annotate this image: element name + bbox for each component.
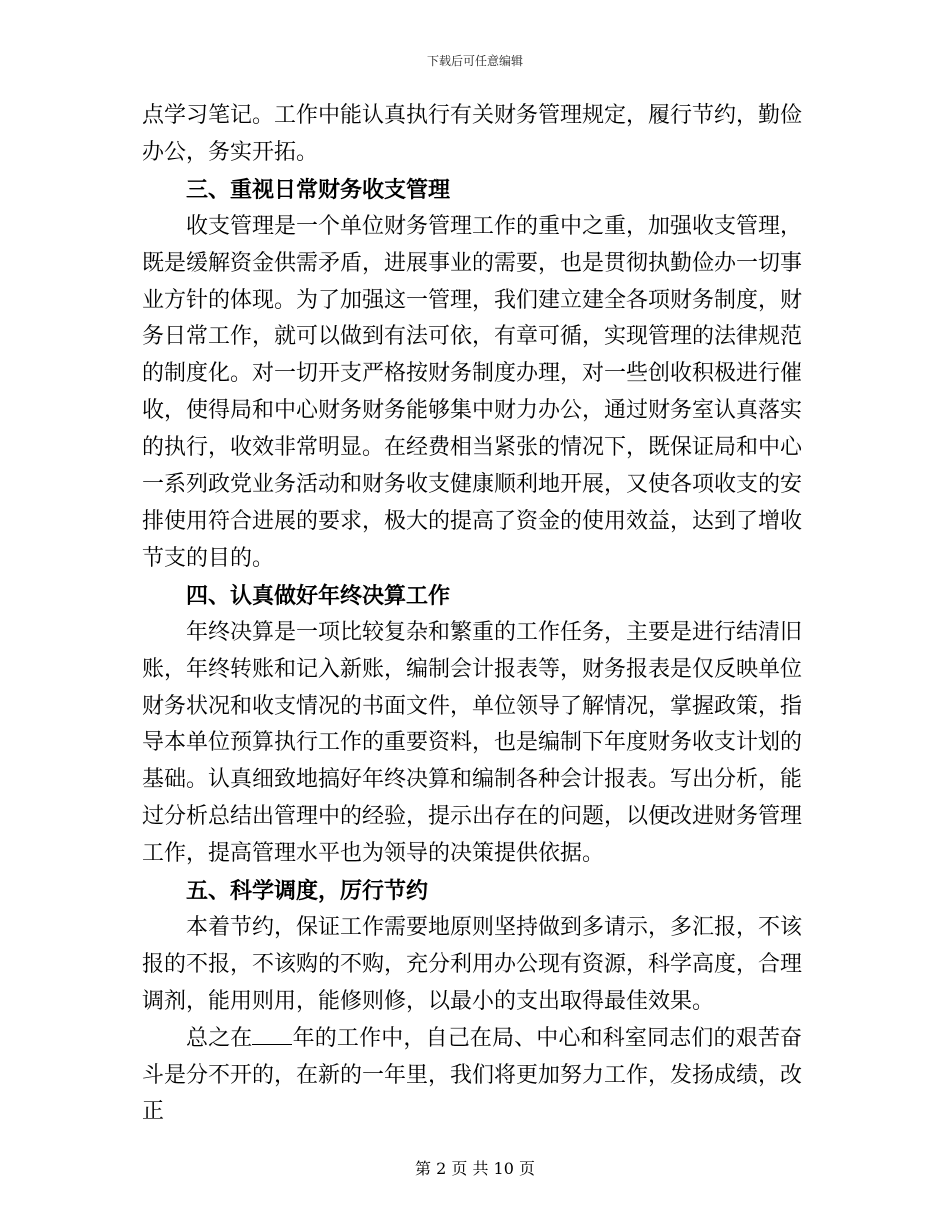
section-heading-3: 三、重视日常财务收支管理 <box>186 176 451 203</box>
section-heading-4: 四、认真做好年终决算工作 <box>186 582 451 609</box>
conclusion-start: 总之在 <box>186 1025 253 1051</box>
section-heading-5: 五、科学调度，厉行节约 <box>186 878 429 905</box>
document-body <box>142 98 802 1131</box>
paragraph-continuation: 点学习笔记。工作中能认真执行有关财务管理规定，履行节约，勤俭办公，务实开拓。 <box>142 103 803 165</box>
page-footer: 第 2 页 共 10 页 <box>415 1159 535 1178</box>
page-header: 下载后可任意编辑 <box>426 54 523 68</box>
paragraph-frugality: 本着节约，保证工作需要地原则坚持做到多请示，多汇报，不该报的不报，不该购的不购，充分利用办公现有资源，科学高度，合理调剂，能用则用，能修则修，以最小的支出取得最佳效果。 <box>142 914 803 1014</box>
paragraph-income-expense: 收支管理是一个单位财务管理工作的重中之重，加强收支管理，既是缓解资金供需矛盾，进展事业的需要，也是贯彻执勤俭办一切事业方针的体现。为了加强这一管理，我们建立建全各项财务制度，财务日常工作，就可以做到有法可依，有章可循，实现管理的法律规范的制度化。对一切开支严格按财务制度办理，对一些创收积极进行催收，使得局和中心财务财务能够集中财力办公，通过财务室认真落实的执行，收效非常明显。在经费相当紧张的情况下，既保证局和中心一系列政党业务活动和财务收支健康顺利地开展，又使各项收支的安排使用符合进展的要求，极大的提高了资金的使用效益，达到了增收节支的目的。 <box>142 213 803 571</box>
paragraph-year-end-accounts: 年终决算是一项比较复杂和繁重的工作任务，主要是进行结清旧账，年终转账和记入新账，编制会计报表等，财务报表是仅反映单位财务状况和收支情况的书面文件，单位领导了解情况，掌握政策，指导本单位预算执行工作的重要资料，也是编制下年度财务收支计划的基础。认真细致地搞好年终决算和编制各种会计报表。写出分析，能过分析总结出管理中的经验，提示出存在的问题，以便改进财务管理工作，提高管理水平也为领导的决策提供依据。 <box>142 619 803 867</box>
paragraph-conclusion <box>142 1021 802 1132</box>
year-blank-line <box>252 1043 292 1045</box>
conclusion-rest: 年的工作中，自己在局、中心和科室同志们的艰苦奋斗是分不开的，在新的一年里，我们将更加努力工作，发扬成绩，改正 <box>142 1025 803 1125</box>
